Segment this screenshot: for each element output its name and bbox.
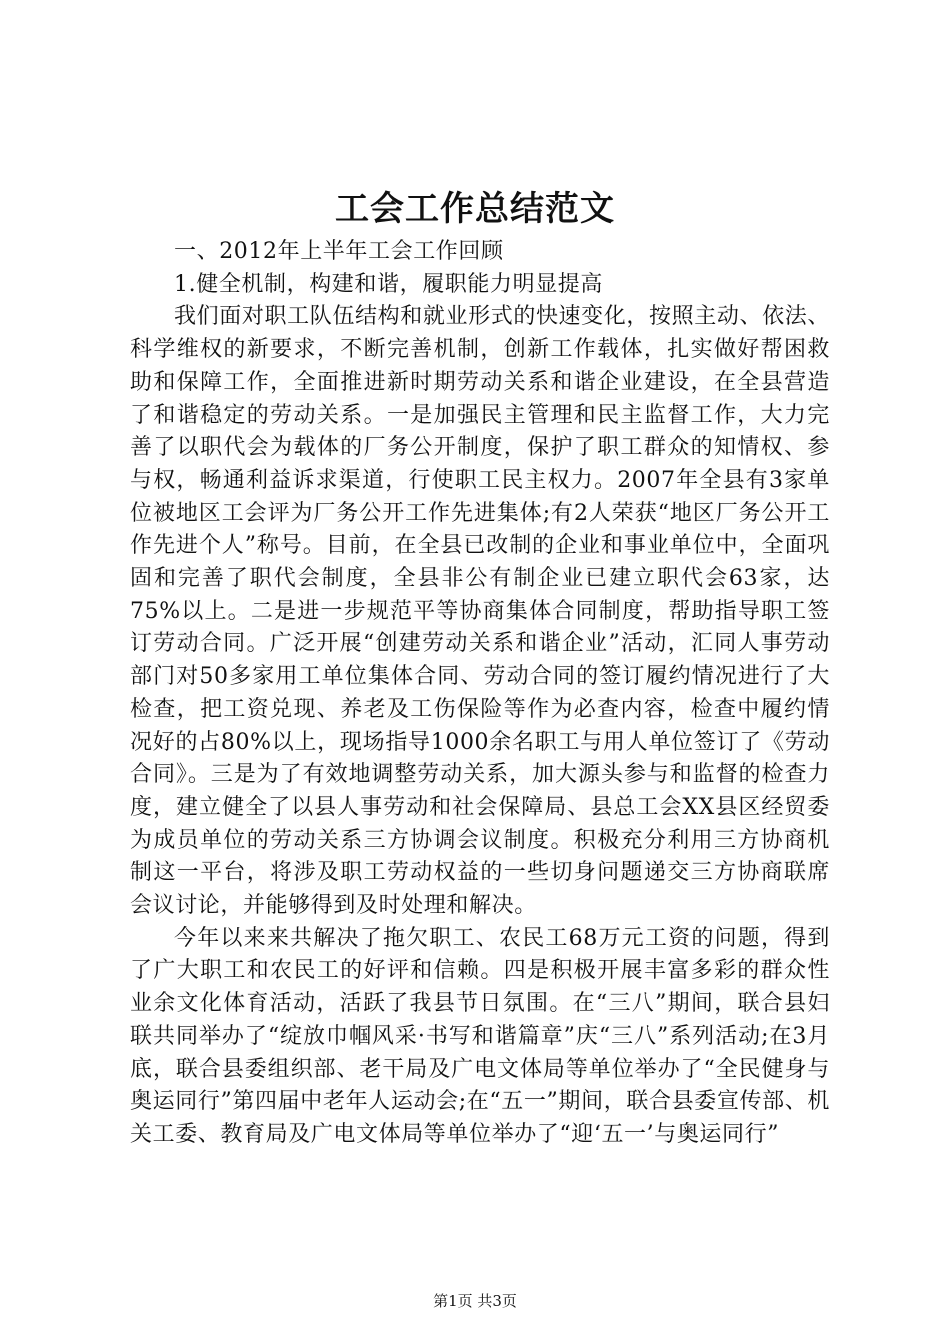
- page-number-footer: 第1页 共3页: [433, 1292, 517, 1310]
- body-paragraph: 今年以来来共解决了拖欠职工、农民工68万元工资的问题，得到了广大职工和农民工的好评和信赖。四是积极开展丰富多彩的群众性业余文化体育活动，活跃了我县节日氛围。在“三八”期间，联合县妇联共同举办了“绽放巾帼风采·书写和谐篇章”庆“三八”系列活动;在3月底，联合县委组织部、老干局及广电文体局等单位举办了“全民健身与奥运同行”第四届中老年人运动会;在“五一”期间，联合县委宣传部、机关工委、教育局及广电文体局等单位举办了“迎‘五一’与奥运同行”: [130, 925, 830, 1147]
- document-title: 工会工作总结范文: [335, 189, 615, 229]
- section-heading: 一、2012年上半年工会工作回顾: [174, 239, 504, 264]
- document-body: [130, 236, 830, 1152]
- body-paragraph: 我们面对职工队伍结构和就业形式的快速变化，按照主动、依法、科学维权的新要求，不断完善机制，创新工作载体，扎实做好帮困救助和保障工作，全面推进新时期劳动关系和谐企业建设，在全县营造了和谐稳定的劳动关系。一是加强民主管理和民主监督工作，大力完善了以职代会为载体的厂务公开制度，保护了职工群众的知情权、参与权，畅通利益诉求渠道，行使职工民主权力。2007年全县有3家单位被地区工会评为厂务公开工作先进集体;有2人荣获“地区厂务公开工作先进个人”称号。目前，在全县已改制的企业和事业单位中，全面巩固和完善了职代会制度，全县非公有制企业已建立职代会63家，达75%以上。二是进一步规范平等协商集体合同制度，帮助指导职工签订劳动合同。广泛开展“创建劳动关系和谐企业”活动，汇同人事劳动部门对50多家用工单位集体合同、劳动合同的签订履约情况进行了大检查，把工资兑现、养老及工伤保险等作为必查内容，检查中履约情况好的占80%以上，现场指导1000余名职工与用人单位签订了《劳动合同》。三是为了有效地调整劳动关系，加大源头参与和监督的检查力度，建立健全了以县人事劳动和社会保障局、县总工会XX县区经贸委为成员单位的劳动关系三方协调会议制度。积极充分利用三方协商机制这一平台，将涉及职工劳动权益的一些切身问题递交三方协商联席会议讨论，并能够得到及时处理和解决。: [130, 304, 830, 919]
- subsection-heading: 1.健全机制，构建和谐，履职能力明显提高: [174, 271, 603, 297]
